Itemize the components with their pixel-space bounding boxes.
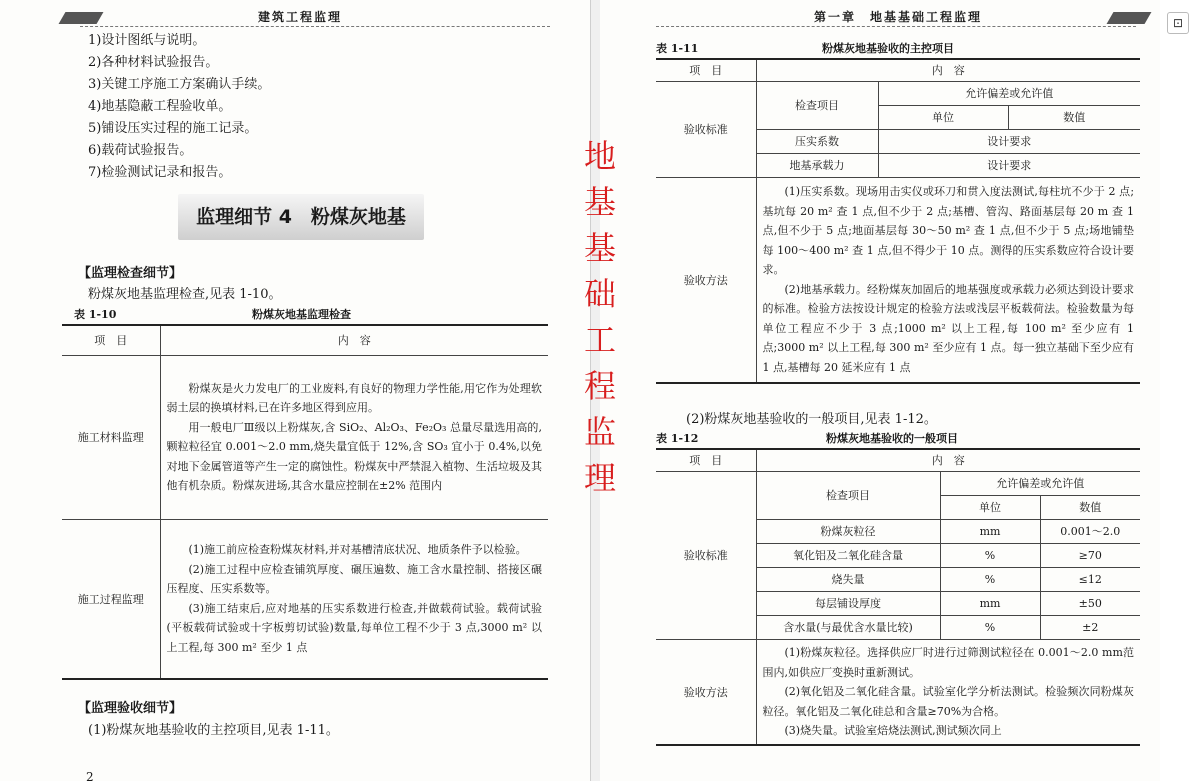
paragraph: (1)粉煤灰粒径。选择供应厂时进行过筛测试粒径在 0.001～2.0 mm范围内,如供应厂变换时重新测试。 xyxy=(762,646,1135,679)
value-header: 数值 xyxy=(1040,495,1140,519)
vertical-title-char: 监 xyxy=(583,413,616,451)
paragraph: (3)烧失量。试验室焙烧法测试,测试频次同上 xyxy=(784,724,1002,737)
left-running-head: 建筑工程监理 xyxy=(258,10,343,24)
row-label: 施工材料监理 xyxy=(62,355,160,519)
col-header-item: 项 目 xyxy=(656,59,756,81)
right-running-head: 第一章 地基基础工程监理 xyxy=(814,10,983,24)
requirement-cell: 设计要求 xyxy=(878,129,1140,153)
table-header-row xyxy=(656,59,1140,81)
table-title: 粉煤灰地基监理检查 xyxy=(252,308,351,321)
unit-header: 单位 xyxy=(878,105,1008,129)
row-label: 验收方法 xyxy=(656,639,756,745)
table-row xyxy=(656,471,1140,495)
requirement-cell: 设计要求 xyxy=(878,153,1140,177)
page-number: 2 xyxy=(86,770,94,781)
header-ornament xyxy=(59,12,104,24)
col-header-item: 项 目 xyxy=(656,449,756,471)
check-item: 含水量(与最优含水量比较) xyxy=(756,615,940,639)
vertical-title-char: 基 xyxy=(583,183,616,221)
table-header-row xyxy=(656,449,1140,471)
table-number: 表 1-12 xyxy=(656,432,699,445)
header-rule xyxy=(656,26,1136,27)
table-header-row xyxy=(62,325,548,355)
row-content xyxy=(756,639,1140,745)
col-header-content: 内 容 xyxy=(756,59,1140,81)
row-content xyxy=(756,177,1140,383)
paragraph: (2)氧化铝及二氧化硅含量。试验室化学分析法测试。检验频次同粉煤灰粒径。氧化铝及二氧化硅总和含量≥70%为合格。 xyxy=(762,685,1135,718)
table-1-10 xyxy=(62,324,548,680)
vertical-title-char: 程 xyxy=(583,367,616,405)
unit-cell: % xyxy=(940,567,1040,591)
vertical-title xyxy=(583,133,617,501)
value-cell: 0.001～2.0 xyxy=(1040,519,1140,543)
right-page xyxy=(600,0,1160,781)
check-item: 氧化铝及二氧化硅含量 xyxy=(756,543,940,567)
col-header-content: 内 容 xyxy=(756,449,1140,471)
paragraph: (2)地基承载力。经粉煤灰加固后的地基强度或承载力必须达到设计要求的标准。检验方法按设计规定的检验方法或浅层平板载荷法。检验数量为每单位工程应不少于 3 点;1000 m² 以上工程,每 100 m² 至少应有 1 点;3000 m² 以上工程,每 300 m² 至少应有 1 点。每一独立基础下至少应有 1 点,基槽每 20 延米应有 1 点 xyxy=(762,282,1135,374)
unit-header: 单位 xyxy=(940,495,1040,519)
check-item: 每层铺设厚度 xyxy=(756,591,940,615)
list-item: 4)地基隐蔽工程验收单。 xyxy=(88,99,232,114)
check-item: 压实系数 xyxy=(756,129,878,153)
table-row xyxy=(656,81,1140,105)
page-tool-icon[interactable]: ⊡ xyxy=(1167,12,1189,34)
unit-cell: mm xyxy=(940,591,1040,615)
col-header-item: 项 目 xyxy=(62,325,160,355)
list-item: 7)检验测试记录和报告。 xyxy=(88,165,232,180)
table-row xyxy=(62,519,548,679)
allow-header: 允许偏差或允许值 xyxy=(940,471,1140,495)
vertical-title-char: 基 xyxy=(583,229,616,267)
paragraph: (2)施工过程中应检查铺筑厚度、碾压遍数、施工含水量控制、搭接区碾压程度、压实系数等。 xyxy=(166,562,542,596)
banner-title: 监理细节 4 粉煤灰地基 xyxy=(196,206,406,228)
section-intro: (1)粉煤灰地基验收的主控项目,见表 1-11。 xyxy=(88,723,339,738)
section-heading: 【监理验收细节】 xyxy=(78,701,183,716)
unit-cell: % xyxy=(940,615,1040,639)
value-header: 数值 xyxy=(1008,105,1140,129)
value-cell: ≤12 xyxy=(1040,567,1140,591)
list-item: 6)载荷试验报告。 xyxy=(88,143,193,158)
check-item-header: 检查项目 xyxy=(756,81,878,129)
vertical-title-char: 础 xyxy=(583,275,616,313)
list-item: 1)设计图纸与说明。 xyxy=(88,33,206,48)
value-cell: ±50 xyxy=(1040,591,1140,615)
vertical-title-char: 工 xyxy=(583,321,616,359)
check-item: 地基承载力 xyxy=(756,153,878,177)
table-title: 粉煤灰地基验收的主控项目 xyxy=(822,42,954,55)
row-content xyxy=(160,355,548,519)
row-label: 验收标准 xyxy=(656,81,756,177)
unit-cell: mm xyxy=(940,519,1040,543)
table-number: 表 1-11 xyxy=(656,42,699,55)
section-intro: (2)粉煤灰地基验收的一般项目,见表 1-12。 xyxy=(686,412,937,427)
table-row xyxy=(62,355,548,519)
row-content xyxy=(160,519,548,679)
left-page xyxy=(0,0,590,781)
section-banner xyxy=(178,194,424,240)
section-heading: 【监理检查细节】 xyxy=(78,266,183,281)
table-row xyxy=(656,177,1140,383)
row-label: 验收方法 xyxy=(656,177,756,383)
paragraph: (1)施工前应检查粉煤灰材料,并对基槽清底状况、地质条件予以检验。 xyxy=(188,543,527,557)
unit-cell: % xyxy=(940,543,1040,567)
paragraph: (1)压实系数。现场用击实仪或环刀和贯入度法测试,每柱坑不少于 2 点;基坑每 20 m² 查 1 点,但不少于 2 点;基槽、管沟、路面基层每 20 m 查 1 点,但不少于 5 点;地面基层每 30～50 m² 查 1 点,但不少于 5 点;场地铺垫每 100～400 m² 查 1 点,但不得少于 10 点。测得的压实系数应符合设计要求。 xyxy=(762,185,1135,277)
table-number: 表 1-10 xyxy=(74,308,117,321)
check-item: 烧失量 xyxy=(756,567,940,591)
table-1-11 xyxy=(656,58,1140,384)
row-label: 施工过程监理 xyxy=(62,519,160,679)
section-intro: 粉煤灰地基监理检查,见表 1-10。 xyxy=(88,287,282,302)
col-header-content: 内 容 xyxy=(160,325,548,355)
vertical-title-char: 理 xyxy=(583,459,616,497)
check-item-header: 检查项目 xyxy=(756,471,940,519)
value-cell: ≥70 xyxy=(1040,543,1140,567)
list-item: 5)铺设压实过程的施工记录。 xyxy=(88,121,258,136)
table-row xyxy=(656,639,1140,745)
paragraph: 用一般电厂Ⅲ级以上粉煤灰,含 SiO₂、Al₂O₃、Fe₂O₃ 总量尽量选用高的,颗粒粒径宜 0.001～2.0 mm,烧失量宜低于 12%,含 SO₃ 宜小于 0.4%,以免对地下金属管道等产生一定的腐蚀性。粉煤灰中严禁混入植物、生活垃圾及其他有机杂质。粉煤灰进场,其含水量应控制在±2% 范围内 xyxy=(166,420,542,492)
header-ornament xyxy=(1107,12,1152,24)
value-cell: ±2 xyxy=(1040,615,1140,639)
row-label: 验收标准 xyxy=(656,471,756,639)
vertical-title-char: 地 xyxy=(583,137,616,175)
allow-header: 允许偏差或允许值 xyxy=(878,81,1140,105)
header-rule xyxy=(80,26,550,27)
list-item: 2)各种材料试验报告。 xyxy=(88,55,219,70)
table-1-12 xyxy=(656,448,1140,746)
list-item: 3)关键工序施工方案确认手续。 xyxy=(88,77,271,92)
paragraph: 粉煤灰是火力发电厂的工业废料,有良好的物理力学性能,用它作为处理软弱土层的换填材料,已在许多地区得到应用。 xyxy=(166,381,542,414)
check-item: 粉煤灰粒径 xyxy=(756,519,940,543)
table-title: 粉煤灰地基验收的一般项目 xyxy=(826,432,958,445)
paragraph: (3)施工结束后,应对地基的压实系数进行检查,并做载荷试验。载荷试验(平板载荷试验或十字板剪切试验)数量,每单位工程不少于 3 点,3000 m² 以上工程,每 300 m² 至少 1 点 xyxy=(166,601,542,654)
